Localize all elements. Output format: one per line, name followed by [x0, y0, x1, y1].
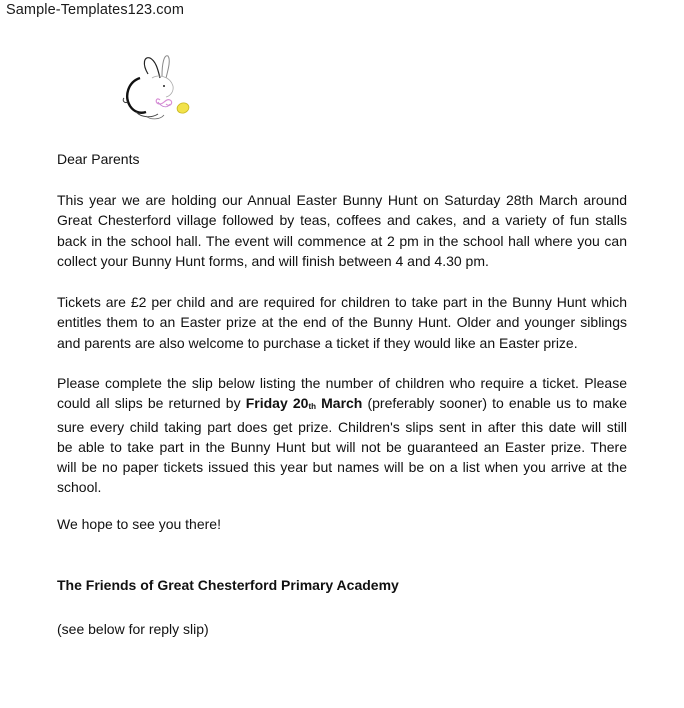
paragraph-tickets [57, 292, 627, 353]
paragraph-line: and parents are also welcome to purchase a ticket if they would like an Easter prize. [57, 334, 578, 351]
paragraph-line: be able to take part in the Bunny Hunt but will not be guaranteed an Easter prize. There [57, 438, 627, 455]
deadline-outro: (preferably sooner) to enable us to make [362, 395, 628, 412]
paragraph-line: back in the school hall. The event will commence at 2 pm in the school hall where you can [57, 232, 627, 249]
paragraph-line: sure every child taking part does get prize. Children's slips sent in after this date will still [57, 418, 627, 435]
easter-bunny-icon [118, 52, 202, 122]
paragraph-line: Great Chesterford village followed by teas, coffees and cakes, and a variety of fun stalls [57, 212, 627, 229]
paragraph-event-details [57, 190, 627, 271]
deadline-date [246, 395, 363, 411]
paragraph-line: entitles them to an Easter prize at the end of the Bunny Hunt. Older and younger siblings [57, 314, 627, 331]
deadline-ordinal-suffix: th [308, 402, 316, 412]
paragraph-line: will be no paper tickets issued this year but names will be on a list when you arrive at the [57, 459, 627, 476]
paragraph-reply-slip [57, 373, 627, 498]
reply-slip-note: (see below for reply slip) [57, 621, 209, 637]
signature: The Friends of Great Chesterford Primary Academy [57, 577, 399, 593]
deadline-intro: could all slips be returned by [57, 395, 246, 412]
paragraph-line: Tickets are £2 per child and are required for children to take part in the Bunny Hunt which [57, 294, 627, 310]
watermark-text: Sample-Templates123.com [6, 2, 184, 18]
paragraph-line: This year we are holding our Annual Easter Bunny Hunt on Saturday 28th March around [57, 192, 627, 208]
salutation: Dear Parents [57, 151, 140, 167]
paragraph-line: Please complete the slip below listing the number of children who require a ticket. Please [57, 375, 627, 391]
paragraph-line: collect your Bunny Hunt forms, and will finish between 4 and 4.30 pm. [57, 252, 489, 269]
deadline-month: March [316, 395, 363, 412]
deadline-day: Friday 20 [245, 395, 309, 412]
closing-line: We hope to see you there! [57, 516, 221, 532]
paragraph-line-deadline [57, 393, 627, 416]
paragraph-line: school. [57, 479, 102, 496]
